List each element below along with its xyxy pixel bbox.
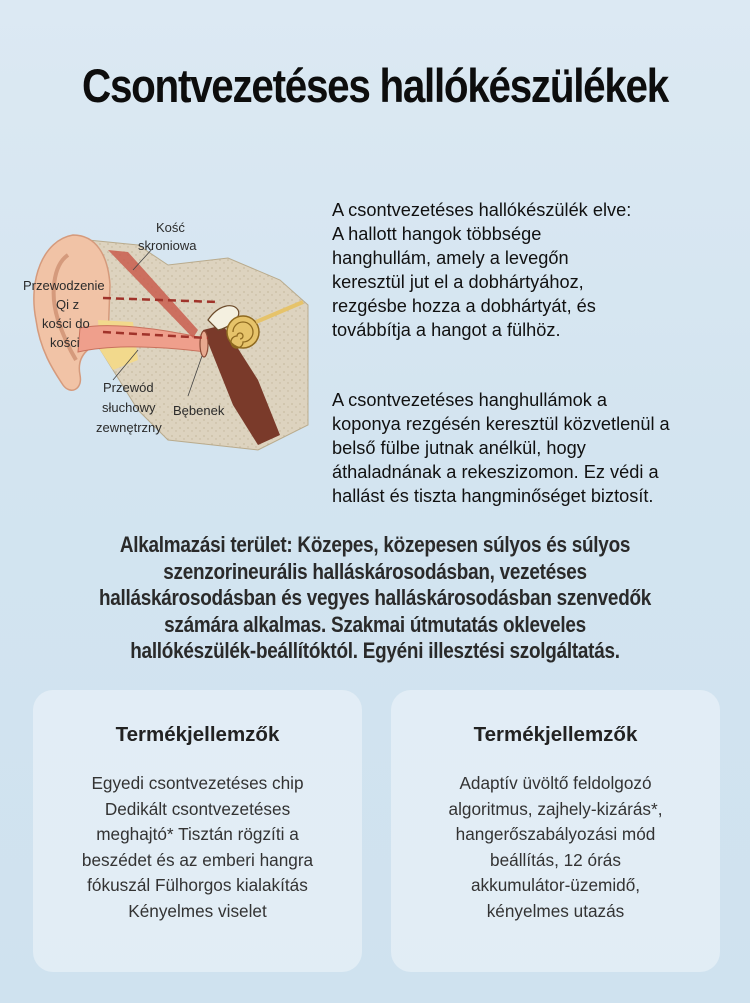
label-kosc-1: Kość <box>156 220 185 235</box>
label-bebenek: Bębenek <box>173 403 225 418</box>
principle-line: rezgésbe hozza a dobhártyát, és <box>332 296 596 316</box>
feature-line: akkumulátor-üzemidő, <box>470 875 641 895</box>
label-qi-1: Qi z <box>56 297 80 312</box>
label-kosc-2: skroniowa <box>138 238 197 253</box>
bone-line: áthaladnának a rekeszizomon. Ez védi a <box>332 462 659 482</box>
features-card-right <box>391 690 720 972</box>
principle-line: továbbítja a hangot a fülhöz. <box>332 320 561 340</box>
feature-line: Kényelmes viselet <box>128 900 267 921</box>
page-title: Csontvezetéses hallókészülékek <box>82 59 668 112</box>
label-qi-3: kości <box>50 335 80 350</box>
bone-line: belső fülbe jutnak anélkül, hogy <box>332 438 586 458</box>
application-line: Alkalmazási terület: Közepes, közepesen súlyos és súlyos <box>119 532 631 557</box>
bone-line: A csontvezetéses hanghullámok a <box>332 390 608 410</box>
features-card-title: Termékjellemzők <box>115 723 280 746</box>
bone-line: koponya rezgésén keresztül közvetlenül a <box>332 414 670 434</box>
label-przewod-1: Przewód <box>103 380 154 395</box>
feature-line: algoritmus, zajhely-kizárás*, <box>448 798 663 819</box>
feature-line: Dedikált csontvezetéses <box>104 798 291 819</box>
feature-line: fókuszál Fülhorgos kialakítás <box>87 875 308 895</box>
application-area-text <box>20 532 730 665</box>
principle-line: hanghullám, amely a levegőn <box>332 248 569 268</box>
feature-line: meghajtó* Tisztán rögzíti a <box>96 824 299 844</box>
principle-line: A csontvezetéses hallókészülék elve: <box>332 200 632 220</box>
label-przewod-3: zewnętrzny <box>96 420 162 435</box>
feature-line: hangerőszabályozási mód <box>455 824 656 844</box>
principle-line: A hallott hangok többsége <box>332 224 542 244</box>
principle-paragraph <box>332 198 732 342</box>
label-qi-2: kości do <box>42 316 90 331</box>
feature-line: beállítás, 12 órás <box>490 849 621 870</box>
features-card-title: Termékjellemzők <box>473 723 638 746</box>
ear-anatomy-diagram <box>18 210 318 460</box>
principle-line: keresztül jut el a dobhártyához, <box>332 272 584 292</box>
feature-line: Adaptív üvöltő feldolgozó <box>459 773 652 793</box>
bone-conduction-paragraph <box>332 388 732 508</box>
feature-line: Egyedi csontvezetéses chip <box>91 773 304 793</box>
label-przewodzenie: Przewodzenie <box>23 278 105 293</box>
label-przewod-2: słuchowy <box>102 400 156 415</box>
feature-line: beszédet és az emberi hangra <box>81 849 314 870</box>
features-card-body <box>43 771 352 924</box>
eardrum-shape <box>200 331 208 357</box>
features-card-body <box>401 771 710 924</box>
bone-line: hallást és tiszta hangminőséget biztosít. <box>332 486 654 506</box>
feature-line: kényelmes utazás <box>486 900 625 921</box>
application-line: hallókészülék-beállítóktól. Egyéni illesztési szolgáltatás. <box>130 638 620 663</box>
application-line: halláskárosodásban és vegyes halláskárosodásban szenvedők <box>98 585 652 610</box>
outer-ear-shape <box>34 235 110 390</box>
application-line: számára alkalmas. Szakmai útmutatás okleveles <box>164 611 586 637</box>
application-line: szenzorineurális halláskárosodásban, vezetéses <box>163 558 587 584</box>
features-card-left <box>33 690 362 972</box>
